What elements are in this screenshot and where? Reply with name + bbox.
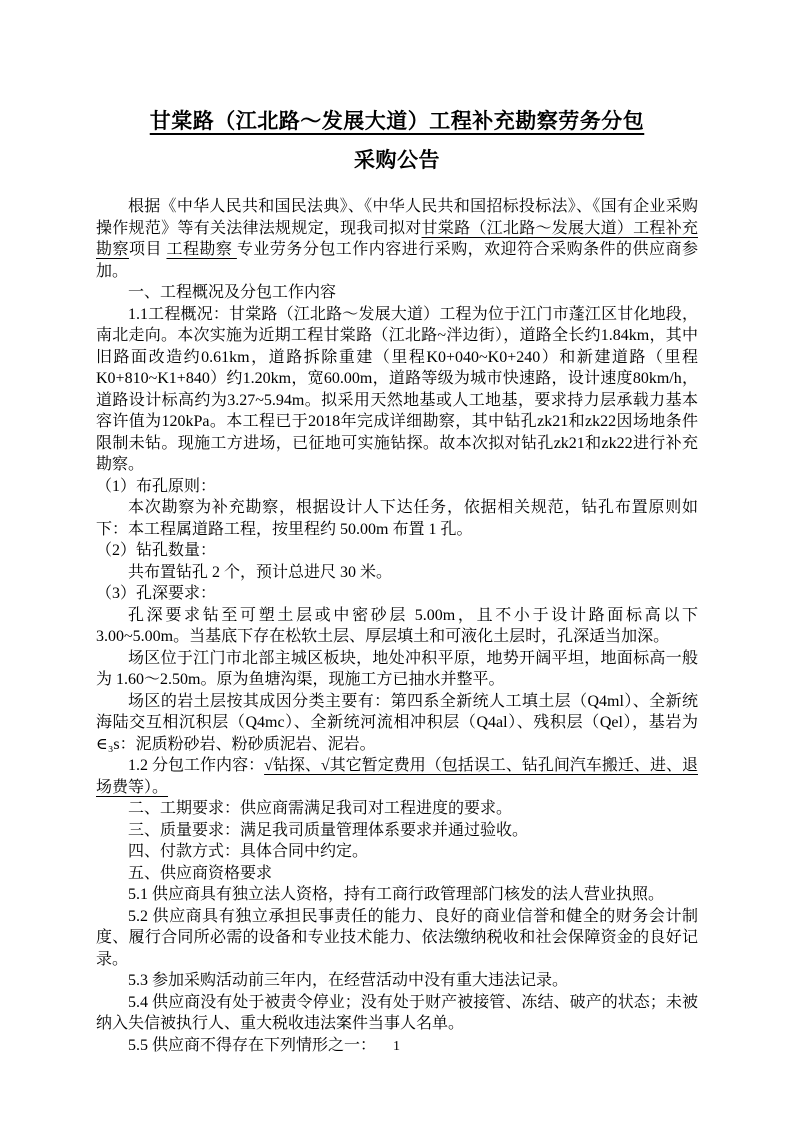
paragraph [96, 798, 698, 820]
paragraph [96, 691, 698, 756]
paragraph [96, 863, 698, 885]
text-run: 5.4 供应商没有处于被责令停业；没有处于财产被接管、冻结、破产的状态；未被纳入失信被执行人、重大税收违法案件当事人名单。 [96, 993, 698, 1032]
text-run: 场区位于江门市北部主城区板块，地处冲积平原，地势开阔平坦，地面标高一般为 1.60～2.50m。原为鱼塘沟渠，现施工方已抽水并整平。 [96, 649, 698, 688]
text-run: 5.3 参加采购活动前三年内，在经营活动中没有重大违法记录。 [128, 972, 569, 989]
page-number: 1 [393, 1039, 400, 1054]
paragraph [96, 605, 698, 648]
underlined-text-run: 工程勘察 [166, 241, 237, 258]
text-run: 四、付款方式：具体合同中约定。 [128, 843, 369, 860]
text-run: （3）孔深要求： [96, 585, 217, 602]
paragraph [96, 497, 698, 540]
text-run: 二、工期要求：供应商需满足我司对工程进度的要求。 [128, 800, 513, 817]
text-run: （1）布孔原则： [96, 477, 217, 495]
paragraph [96, 583, 698, 605]
text-run: 5.2 供应商具有独立承担民事责任的能力、良好的商业信誉和健全的财务会计制度、履行合同所必需的设备和专业技术能力、依法缴纳税收和社会保障资金的良好记录。 [96, 907, 698, 968]
document-title-text: 甘棠路（江北路～发展大道）工程补充勘察劳务分包 [149, 109, 645, 133]
document-body [96, 196, 698, 1056]
text-run: 共布置钻孔 2 个，预计总进尺 30 米。 [128, 563, 393, 581]
paragraph [96, 562, 698, 584]
text-run: 孔深要求钻至可塑土层或中密砂层 5.00m，且不小于设计路面标高以下3.00~5.00m。当基底下存在松软土层、厚层填土和可液化土层时，孔深适当加深。 [96, 606, 698, 645]
text-run: 场区的岩土层按其成因分类主要有：第四系全新统人工填土层（Q4ml）、全新统海陆交互相沉积层（Q4mc）、全新统河流相冲积层（Q4al）、残积层（Qel），基岩为∈₃s：泥质粉砂岩、粉砂质泥岩、泥岩。 [96, 692, 698, 753]
text-run: 1.1工程概况：甘棠路（江北路～发展大道）工程为位于江门市蓬江区甘化地段，南北走向。本次实施为近期工程甘棠路（江北路~泮边街），道路全长约1.84km，其中旧路面改造约0.61km，道路拆除重建（里程K0+040~K0+240）和新建道路（里程K0+810~K1+840）约1.20km，宽60.00m，道路等级为城市快速路，设计速度80km/h，道路设计标高约为3.27~5.94m。拟采用天然地基或人工地基，要求持力层承载力基本容许值为120kPa。本工程已于2018年完成详细勘察，其中钻孔zk21和zk22因场地条件限制未钻。现施工方进场，已征地可实施钻探。故本次拟对钻孔zk21和zk22进行补充勘察。 [96, 305, 698, 473]
text-run: 一、工程概况及分包工作内容 [128, 284, 337, 301]
paragraph [96, 282, 698, 304]
paragraph [96, 304, 698, 476]
document-title [96, 106, 698, 136]
paragraph [96, 196, 698, 282]
paragraph [96, 648, 698, 691]
paragraph [96, 540, 698, 562]
paragraph [96, 884, 698, 906]
text-run: 1.2 分包工作内容： [128, 757, 265, 774]
underlined-text-run: 甘棠路（江北路～发展大道）工程补充勘察 [96, 219, 698, 258]
paragraph [96, 906, 698, 971]
text-run: 本次勘察为补充勘察，根据设计人下达任务，依据相关规范，钻孔布置原则如下：本工程属道路工程，按里程约 50.00m 布置 1 孔。 [96, 499, 698, 538]
document-subtitle: 采购公告 [354, 148, 440, 172]
text-run: 5.5 供应商不得存在下列情形之一： [128, 1036, 377, 1054]
paragraph [96, 992, 698, 1035]
text-run: （2）钻孔数量： [96, 542, 217, 559]
text-run: 项目 [128, 241, 167, 258]
paragraph [96, 841, 698, 863]
text-run: 专业劳务分包工作内容进行采购，欢迎符合采购条件的供应商参加。 [96, 241, 698, 280]
paragraph [96, 820, 698, 842]
text-run: 五、供应商资格要求 [128, 864, 273, 882]
paragraph [96, 755, 698, 798]
text-run: 三、质量要求：满足我司质量管理体系要求并通过验收。 [128, 821, 529, 839]
text-run: 5.1 供应商具有独立法人资格，持有工商行政管理部门核发的法人营业执照。 [128, 886, 665, 903]
paragraph [96, 970, 698, 992]
paragraph [96, 476, 698, 498]
underlined-text-run: √钻探、√其它暂定费用（包括误工、钻孔间汽车搬迁、进、退场费等）。 [96, 757, 698, 796]
text-run: 根据《中华人民共和国民法典》、《中华人民共和国招标投标法》、《国有企业采购操作规范》等有关法律法规规定，现我司拟对 [96, 198, 698, 237]
